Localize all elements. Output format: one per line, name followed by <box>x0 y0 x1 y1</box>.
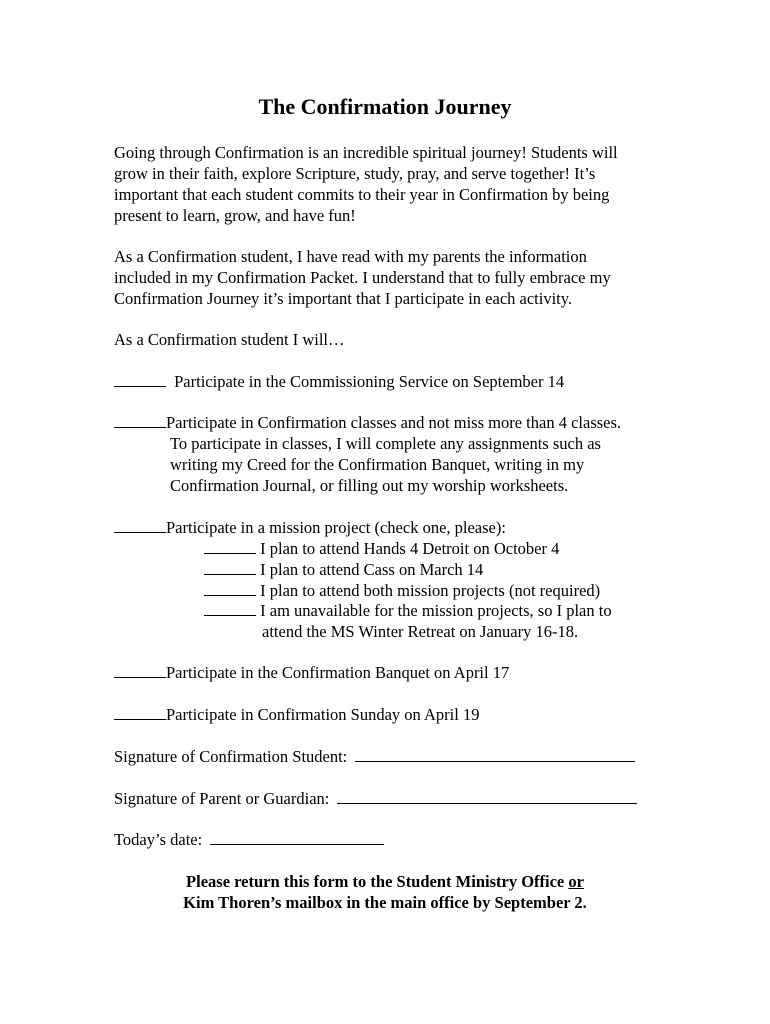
classes-detail <box>170 433 601 496</box>
mission-option <box>204 580 600 601</box>
classes-label: Participate in Confirmation classes and not miss more than 4 classes. <box>166 413 622 432</box>
sunday-label: Participate in Confirmation Sunday on April 19 <box>166 705 480 724</box>
intro-line: important that each student commits to their year in Confirmation by being <box>114 185 610 204</box>
intro-line: Going through Confirmation is an incredible spiritual journey! Students will <box>114 143 618 162</box>
student-signature-row <box>114 746 635 767</box>
mission-option-label: I plan to attend both mission projects (not required) <box>260 581 601 600</box>
commissioning-item <box>114 371 564 392</box>
mission-label: Participate in a mission project (check one, please): <box>166 518 506 537</box>
parent-signature-field[interactable] <box>337 802 637 804</box>
mission-option-continuation: attend the MS Winter Retreat on January 16-18. <box>262 622 579 641</box>
sunday-blank[interactable] <box>114 718 166 720</box>
classes-blank[interactable] <box>114 426 166 428</box>
mission-option-label: I plan to attend Hands 4 Detroit on October 4 <box>260 539 560 558</box>
agreement-line: As a Confirmation student, I have read with my parents the information <box>114 247 587 266</box>
mission-option-blank[interactable] <box>204 594 256 596</box>
commissioning-blank[interactable] <box>114 385 166 387</box>
agreement-line: Confirmation Journey it’s important that I participate in each activity. <box>114 289 573 308</box>
return-line-2: Kim Thoren’s mailbox in the main office by September 2. <box>183 893 587 912</box>
mission-option <box>204 538 559 559</box>
return-text: Please return this form to the Student Ministry Office <box>186 872 569 891</box>
intro-line: grow in their faith, explore Scripture, study, pray, and serve together! It’s <box>114 164 596 183</box>
classes-detail-line: To participate in classes, I will complete any assignments such as <box>170 434 601 453</box>
sunday-item <box>114 704 479 725</box>
page-title: The Confirmation Journey <box>258 94 512 119</box>
banquet-blank[interactable] <box>114 676 166 678</box>
agreement-paragraph <box>114 246 674 309</box>
banquet-item <box>114 662 509 683</box>
classes-item <box>114 412 621 433</box>
banquet-label: Participate in the Confirmation Banquet on April 17 <box>166 663 510 682</box>
intro-paragraph <box>114 142 674 226</box>
mission-option-label: I plan to attend Cass on March 14 <box>260 560 484 579</box>
classes-detail-line: Confirmation Journal, or filling out my worship worksheets. <box>170 476 569 495</box>
date-row <box>114 829 384 850</box>
date-field[interactable] <box>210 843 384 845</box>
intro-line: present to learn, grow, and have fun! <box>114 206 356 225</box>
mission-option <box>204 600 612 621</box>
mission-option-blank[interactable] <box>204 614 256 616</box>
commissioning-label: Participate in the Commissioning Service on September 14 <box>174 372 565 391</box>
parent-signature-row <box>114 788 637 809</box>
mission-option-label: I am unavailable for the mission projects, so I plan to <box>260 601 612 620</box>
date-label: Today’s date: <box>114 830 203 849</box>
return-line-1 <box>0 871 770 892</box>
student-signature-label: Signature of Confirmation Student: <box>114 747 348 766</box>
parent-signature-label: Signature of Parent or Guardian: <box>114 789 330 808</box>
mission-blank[interactable] <box>114 531 166 533</box>
student-signature-field[interactable] <box>355 760 635 762</box>
mission-option <box>204 559 483 580</box>
lead-in-text: As a Confirmation student I will… <box>114 330 345 349</box>
mission-option-blank[interactable] <box>204 552 256 554</box>
classes-detail-line: writing my Creed for the Confirmation Banquet, writing in my <box>170 455 585 474</box>
agreement-line: included in my Confirmation Packet. I understand that to fully embrace my <box>114 268 611 287</box>
mission-option-blank[interactable] <box>204 573 256 575</box>
return-instructions <box>0 871 770 913</box>
mission-item <box>114 517 506 538</box>
or-underlined: or <box>568 872 584 891</box>
